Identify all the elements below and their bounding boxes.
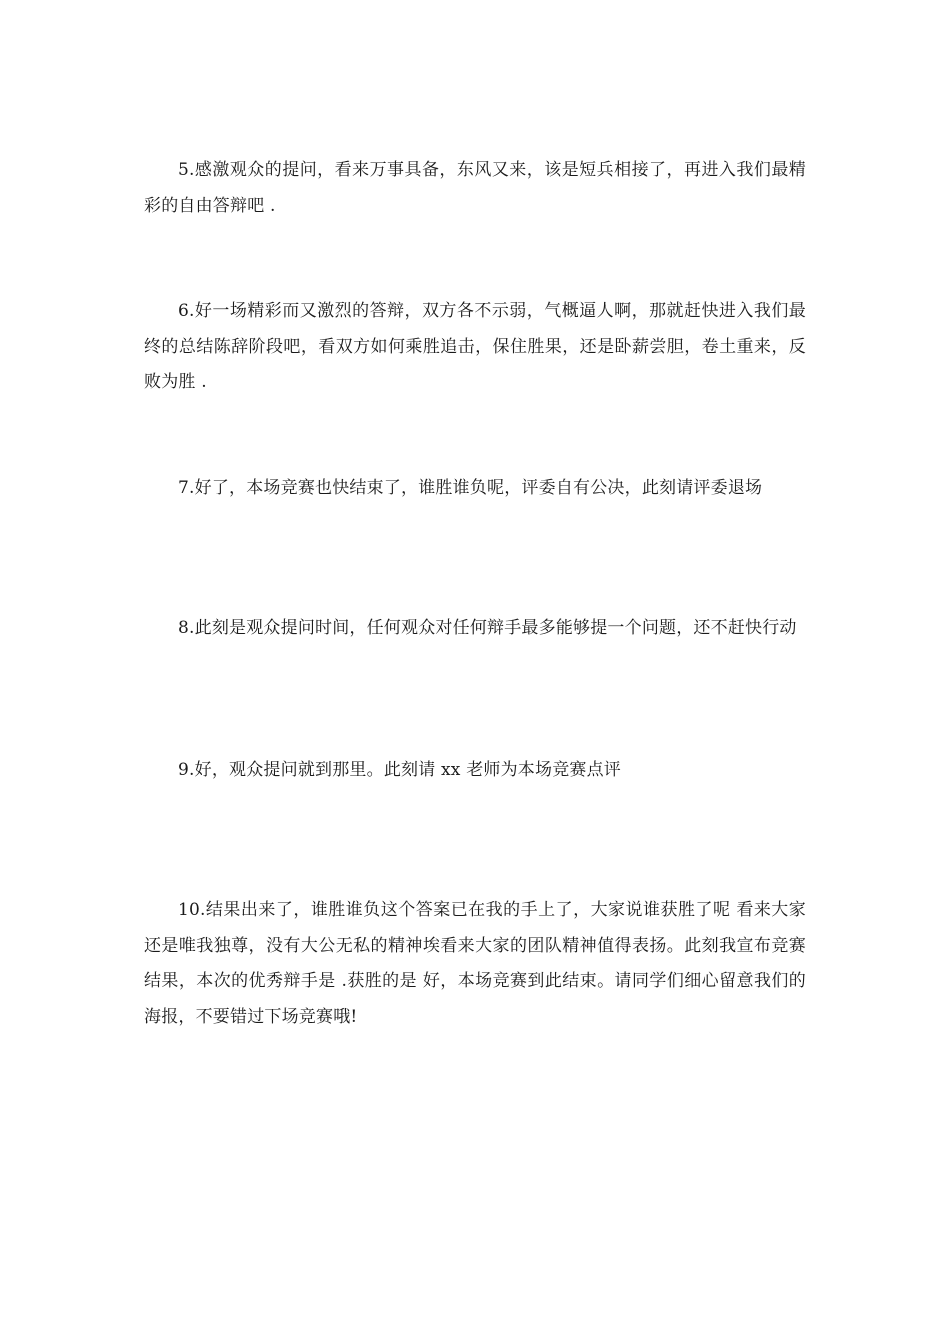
paragraph-6: 6.好一场精彩而又激烈的答辩，双方各不示弱，气概逼人啊，那就赶快进入我们最终的总结陈辞阶段吧，看双方如何乘胜追击，保住胜果，还是卧薪尝胆，卷土重来，反败为胜 . — [144, 301, 806, 392]
paragraph-8: 8.此刻是观众提问时间，任何观众对任何辩手最多能够提一个问题，还不赶快行动 — [178, 618, 797, 638]
paragraph-10: 10.结果出来了，谁胜谁负这个答案已在我的手上了，大家说谁获胜了呢 看来大家还是唯我独尊，没有大公无私的精神埃看来大家的团队精神值得表扬。此刻我宣布竞赛结果，本次的优秀辩手是 .获胜的是 好，本场竞赛到此结束。请同学们细心留意我们的海报，不要错过下场竞赛哦! — [144, 900, 806, 1027]
paragraph-5: 5.感激观众的提问，看来万事具备，东风又来，该是短兵相接了，再进入我们最精彩的自由答辩吧 . — [144, 160, 806, 216]
paragraph-9: 9.好，观众提问就到那里。此刻请 xx 老师为本场竞赛点评 — [178, 760, 622, 780]
paragraph-7: 7.好了，本场竞赛也快结束了，谁胜谁负呢，评委自有公决，此刻请评委退场 — [178, 478, 763, 498]
